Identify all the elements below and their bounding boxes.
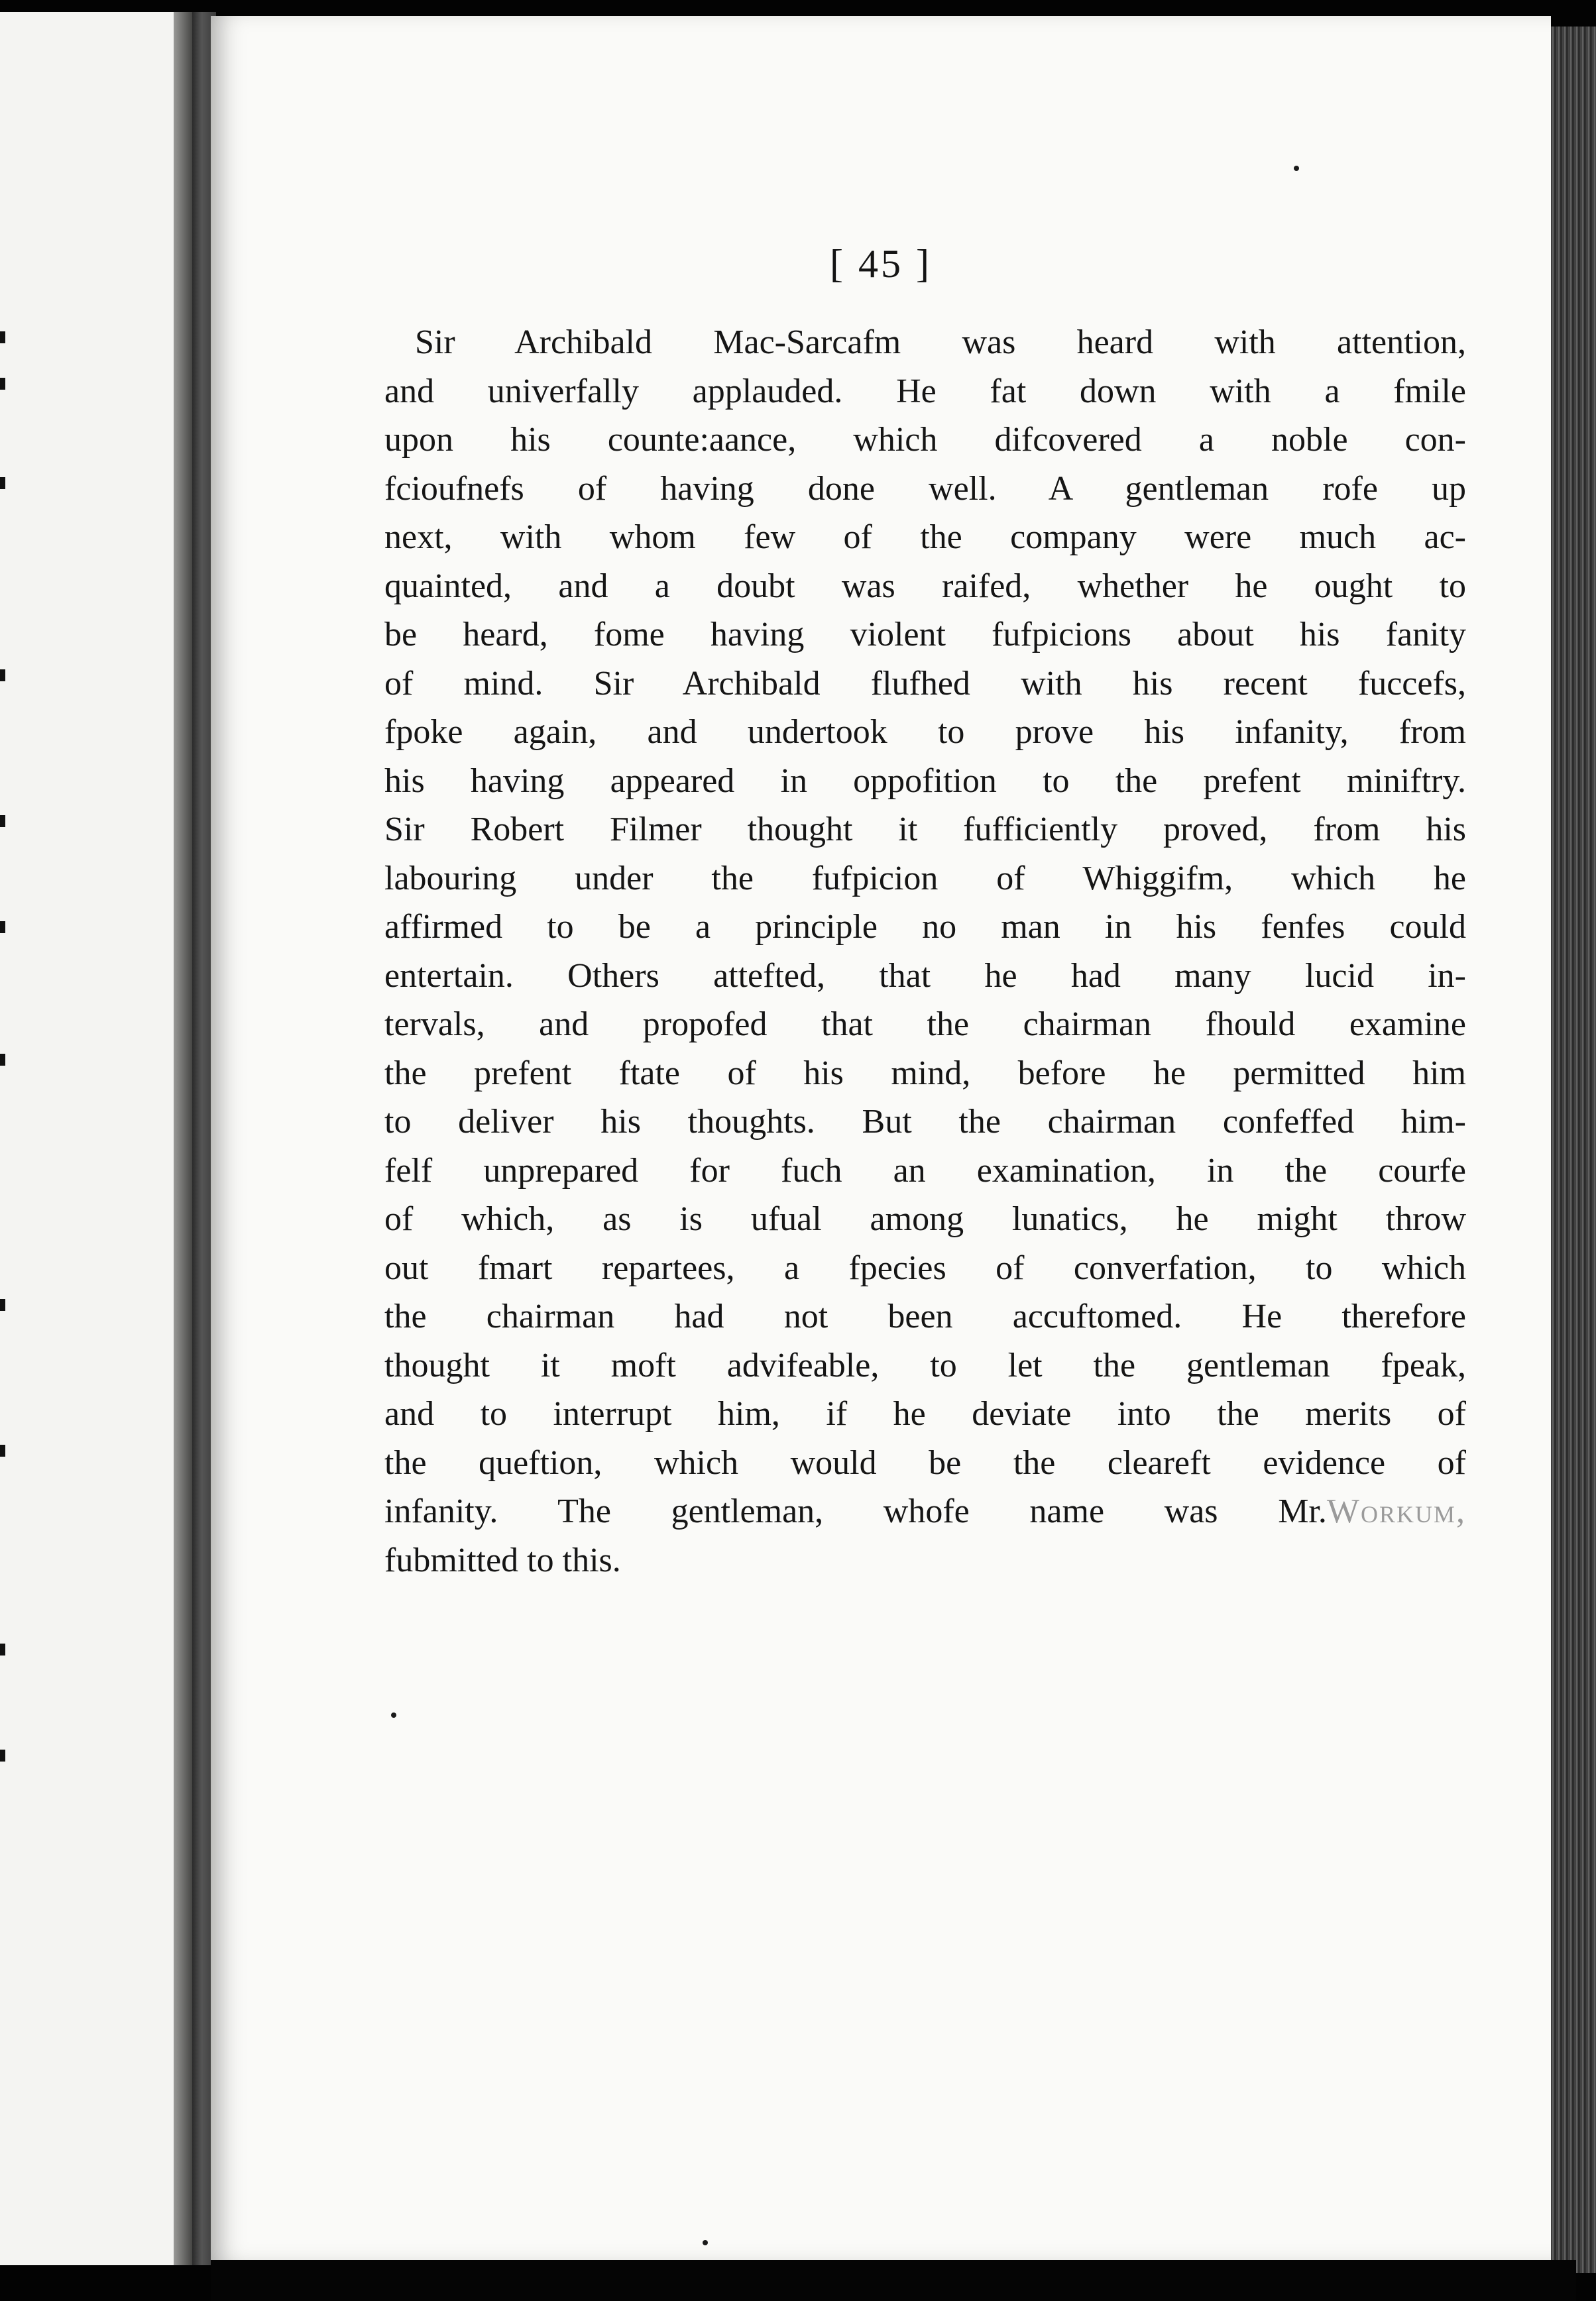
text-line: upon his counte:aance, which difcovered a noble con-	[384, 421, 1466, 459]
text-line: the queftion, which would be the cleareft evidence of	[384, 1443, 1466, 1482]
text-line: out fmart repartees, a fpecies of converfation, to which	[384, 1249, 1466, 1287]
facing-page-mark	[0, 477, 5, 489]
facing-page-mark	[0, 815, 5, 827]
text-line: entertain. Others attefted, that he had many lucid in-	[384, 956, 1466, 995]
facing-page-mark	[0, 921, 5, 933]
speck	[391, 1712, 396, 1718]
text-line: tervals, and propofed that the chairman fhould examine	[384, 1005, 1466, 1043]
text-line: fpoke again, and undertook to prove his infanity, from	[384, 713, 1466, 751]
facing-page-mark	[0, 378, 5, 390]
text-line: fcioufnefs of having done well. A gentleman rofe up	[384, 469, 1466, 508]
text-line: of which, as is ufual among lunatics, he might throw	[384, 1200, 1466, 1238]
facing-page-mark	[0, 1054, 5, 1066]
text-line: affirmed to be a principle no man in his fenfes could	[384, 908, 1466, 946]
facing-page-mark	[0, 669, 5, 681]
facing-page-mark	[0, 331, 5, 343]
speck	[703, 2240, 708, 2245]
text-line-prefix: infanity. The gentleman, whofe name was Mr.	[384, 1492, 1327, 1530]
text-line: Sir Archibald Mac-Sarcafm was heard with attention,	[415, 323, 1466, 361]
text-line: to deliver his thoughts. But the chairman confeffed him-	[384, 1103, 1466, 1141]
text-line: be heard, fome having violent fufpicions about his fanity	[384, 616, 1466, 653]
text-line: thought it moft advifeable, to let the gentleman fpeak,	[384, 1346, 1466, 1384]
facing-page-edge	[0, 12, 192, 2265]
text-line: felf unprepared for fuch an examination, in the courfe	[384, 1151, 1466, 1190]
page-stack-edge	[1551, 27, 1596, 2273]
text-line: quainted, and a doubt was raifed, whether he ought to	[384, 567, 1466, 605]
facing-page-mark	[0, 1750, 5, 1762]
scan-bottom-border	[211, 2260, 1576, 2301]
person-name: Workum,	[1326, 1492, 1466, 1530]
facing-page-mark	[0, 1299, 5, 1311]
text-line	[384, 1487, 1466, 1536]
text-line: of mind. Sir Archibald flufhed with his recent fuccefs,	[384, 664, 1466, 702]
book-page	[211, 16, 1551, 2260]
text-line: the chairman had not been accuftomed. He therefore	[384, 1298, 1466, 1335]
speck	[1294, 166, 1299, 171]
text-line: next, with whom few of the company were much ac-	[384, 518, 1466, 556]
text-line: fubmitted to this.	[384, 1541, 621, 1579]
text-line: and to interrupt him, if he deviate into the merits of	[384, 1395, 1466, 1433]
text-line: labouring under the fufpicion of Whiggifm, which he	[384, 859, 1466, 897]
text-line: Sir Robert Filmer thought it fufficiently proved, from his	[384, 811, 1466, 848]
facing-page-mark	[0, 1644, 5, 1656]
page-number: [ 45 ]	[830, 242, 932, 286]
text-line: the prefent ftate of his mind, before he permitted him	[384, 1054, 1466, 1092]
text-line: and univerfally applauded. He fat down with a fmile	[384, 372, 1466, 410]
text-line: his having appeared in oppofition to the prefent miniftry.	[384, 761, 1466, 800]
facing-page-mark	[0, 1445, 5, 1457]
body-text	[384, 318, 1466, 1585]
